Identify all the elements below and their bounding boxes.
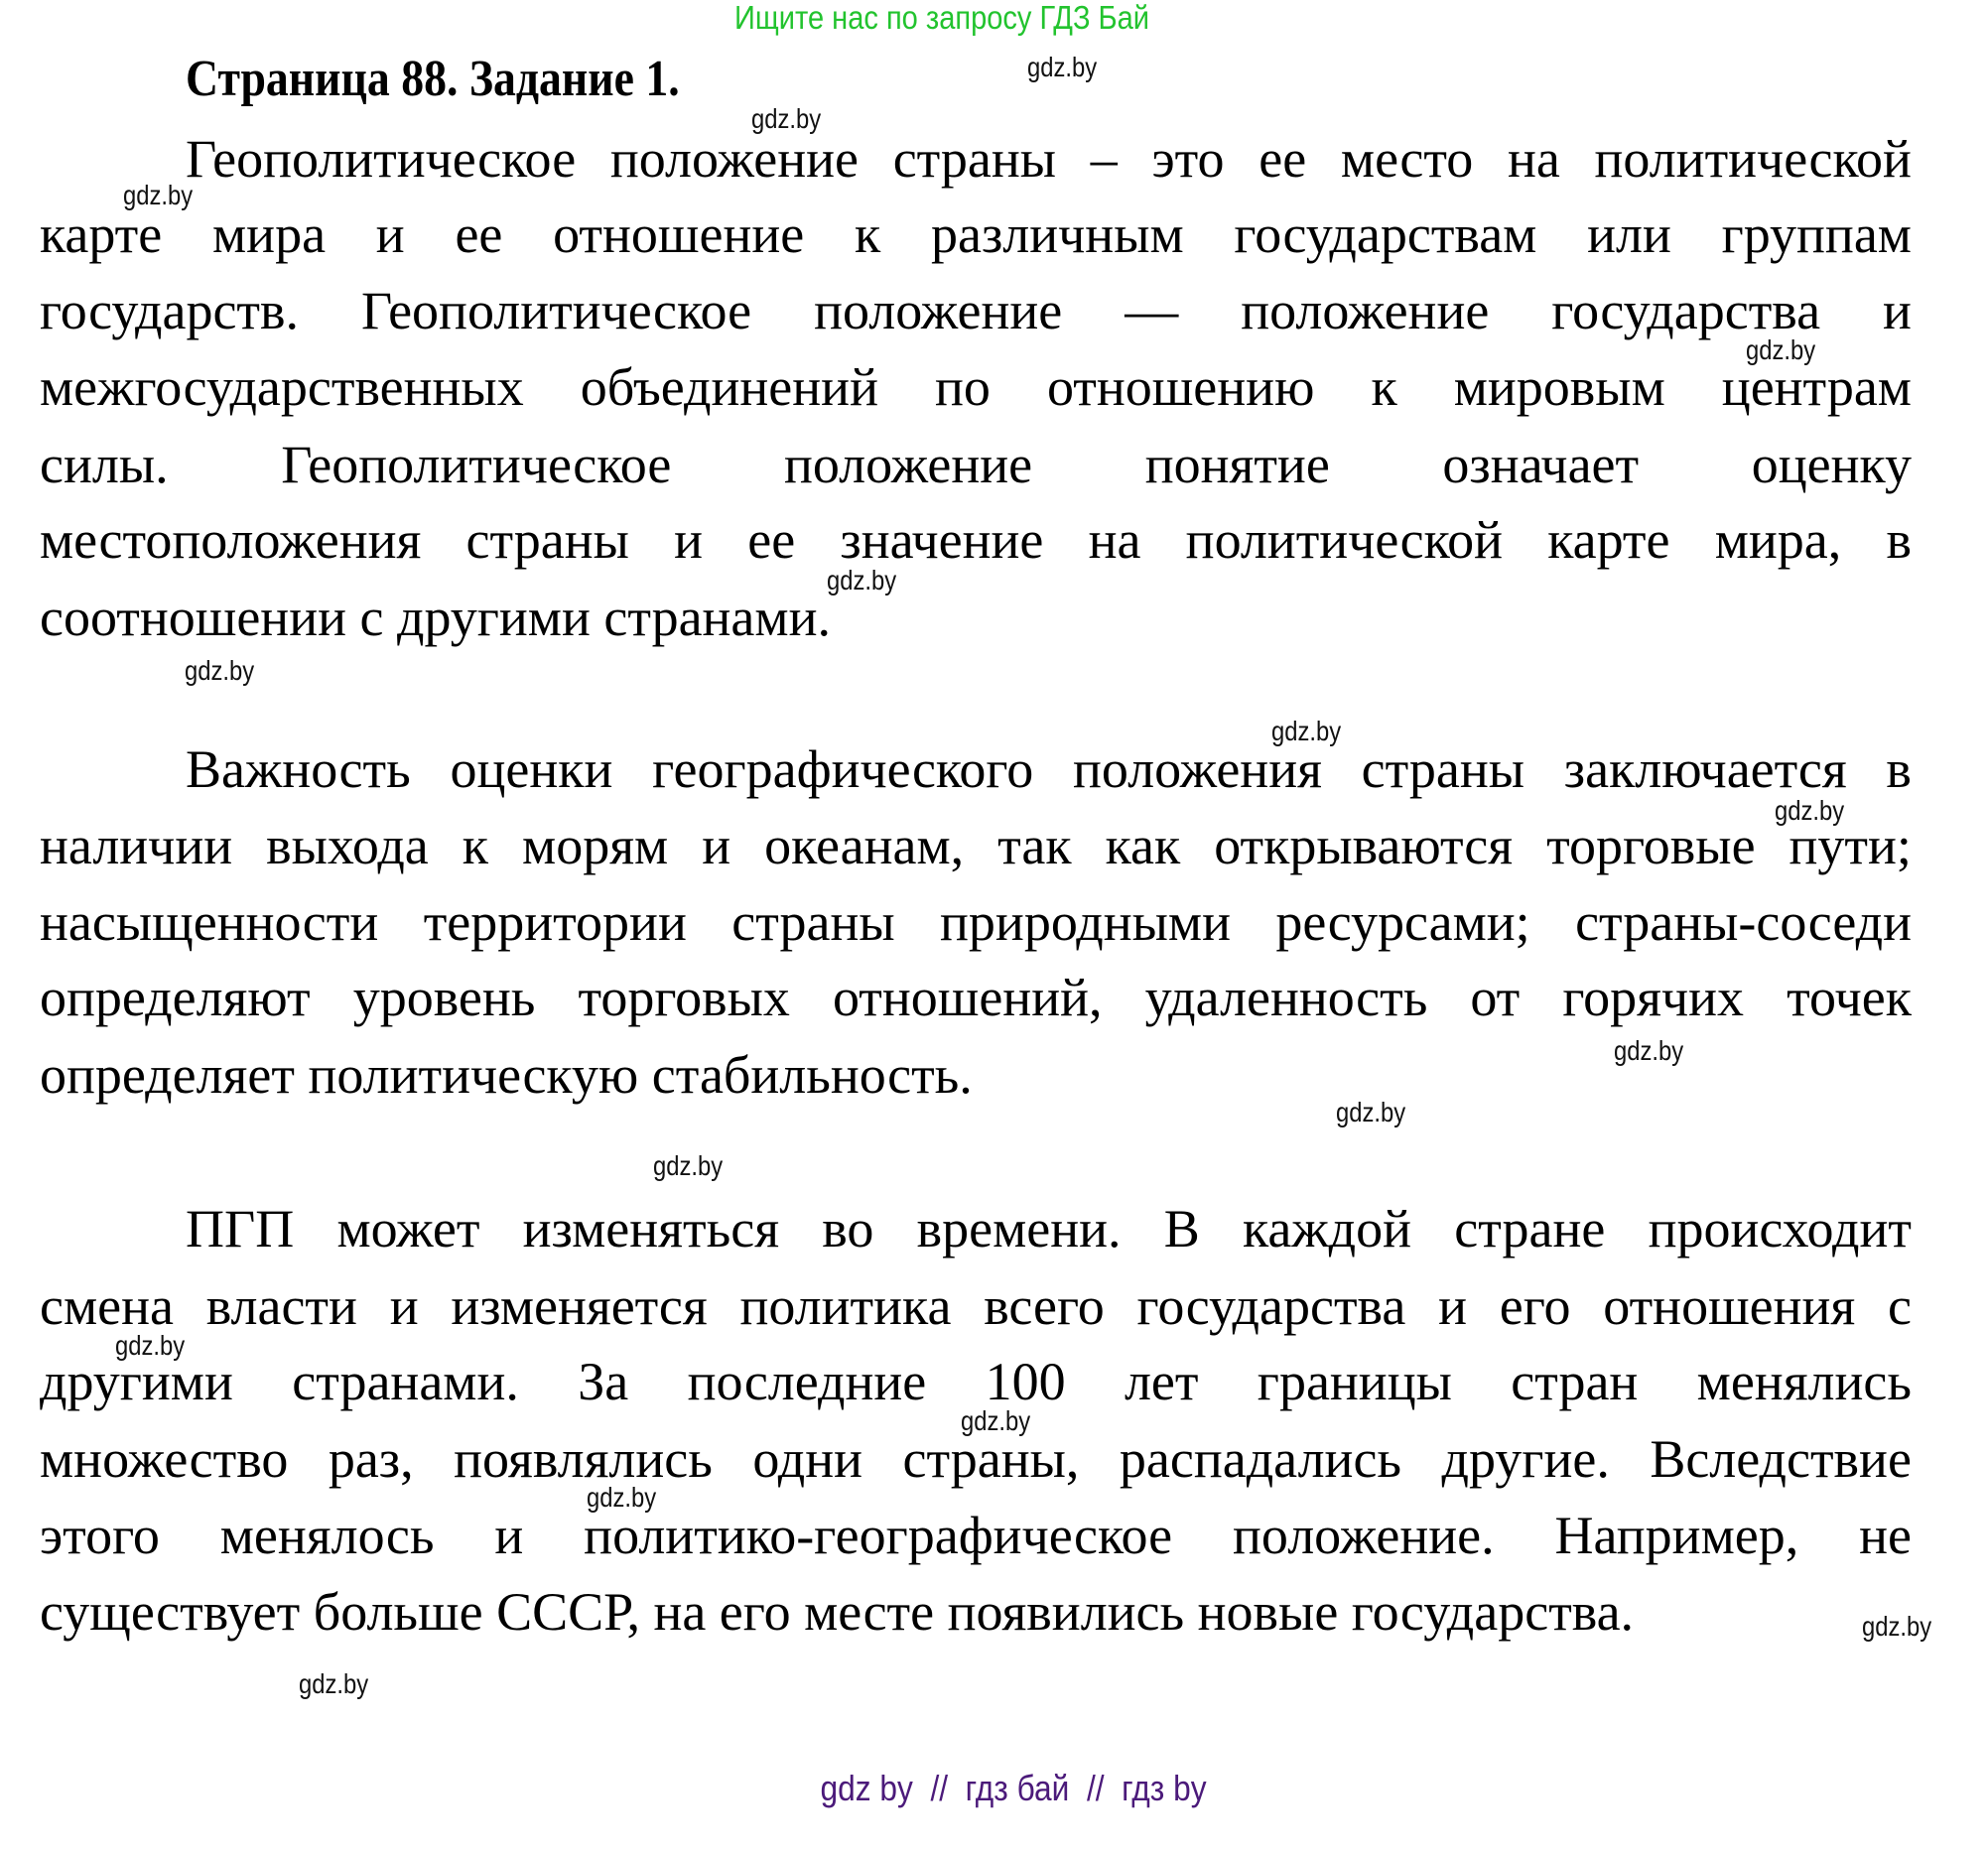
paragraph-line: ПГП может изменяться во времени. В каждой стране происходит <box>186 1199 1912 1258</box>
paragraph-line: межгосударственных объединений по отношению к мировым центрам <box>40 357 1912 417</box>
paragraph-line: этого менялось и политико-географическое положение. Например, не <box>40 1506 1912 1565</box>
paragraph-line: наличии выхода к морям и океанам, так как открываются торговые пути; <box>40 816 1912 875</box>
watermark: gdz.by <box>827 565 897 596</box>
paragraph-line: Важность оценки географического положения страны заключается в <box>186 739 1912 799</box>
search-banner: Ищите нас по запросу ГДЗ Бай <box>734 0 1149 36</box>
paragraph-line: существует больше СССР, на его месте появились новые государства. <box>40 1582 1635 1642</box>
paragraph-line: определяет политическую стабильность. <box>40 1045 973 1105</box>
paragraph-line: местоположения страны и ее значение на политической карте мира, в <box>40 510 1912 570</box>
watermark: gdz.by <box>1271 716 1342 746</box>
footer-text: gdz by // гдз бай // гдз by <box>820 1768 1208 1808</box>
paragraph-line: силы. Геополитическое положение понятие означает оценку <box>40 435 1912 494</box>
paragraph-line: соотношении с другими странами. <box>40 588 831 647</box>
watermark: gdz.by <box>751 103 822 134</box>
paragraph-line: государств. Геополитическое положение — положение государства и <box>40 281 1912 340</box>
paragraph-line: определяют уровень торговых отношений, удаленность от горячих точек <box>40 968 1912 1027</box>
watermark: gdz.by <box>299 1668 369 1699</box>
watermark: gdz.by <box>653 1150 724 1181</box>
footer-watermark <box>0 1723 1988 1854</box>
watermark: gdz.by <box>115 1330 186 1361</box>
paragraph-line: карте мира и ее отношение к различным государствам или группам <box>40 204 1912 264</box>
watermark: gdz.by <box>123 180 194 210</box>
watermark: gdz.by <box>961 1405 1031 1436</box>
watermark: gdz.by <box>1614 1035 1684 1066</box>
paragraph-line: множество раз, появлялись одни страны, распадались другие. Вследствие <box>40 1429 1912 1489</box>
watermark: gdz.by <box>185 655 255 686</box>
paragraph-line: насыщенности территории страны природными ресурсами; страны-соседи <box>40 892 1912 952</box>
paragraph-line: другими странами. За последние 100 лет границы стран менялись <box>40 1352 1912 1411</box>
watermark: gdz.by <box>587 1482 657 1513</box>
paragraph-line: смена власти и изменяется политика всего государства и его отношения с <box>40 1276 1912 1336</box>
watermark: gdz.by <box>1336 1097 1406 1127</box>
page-title: Страница 88. Задание 1. <box>186 51 680 107</box>
watermark: gdz.by <box>1746 334 1816 365</box>
watermark: gdz.by <box>1027 52 1098 82</box>
watermark: gdz.by <box>1862 1611 1932 1642</box>
watermark: gdz.by <box>1775 795 1845 826</box>
paragraph-line: Геополитическое положение страны – это ее место на политической <box>186 129 1912 189</box>
